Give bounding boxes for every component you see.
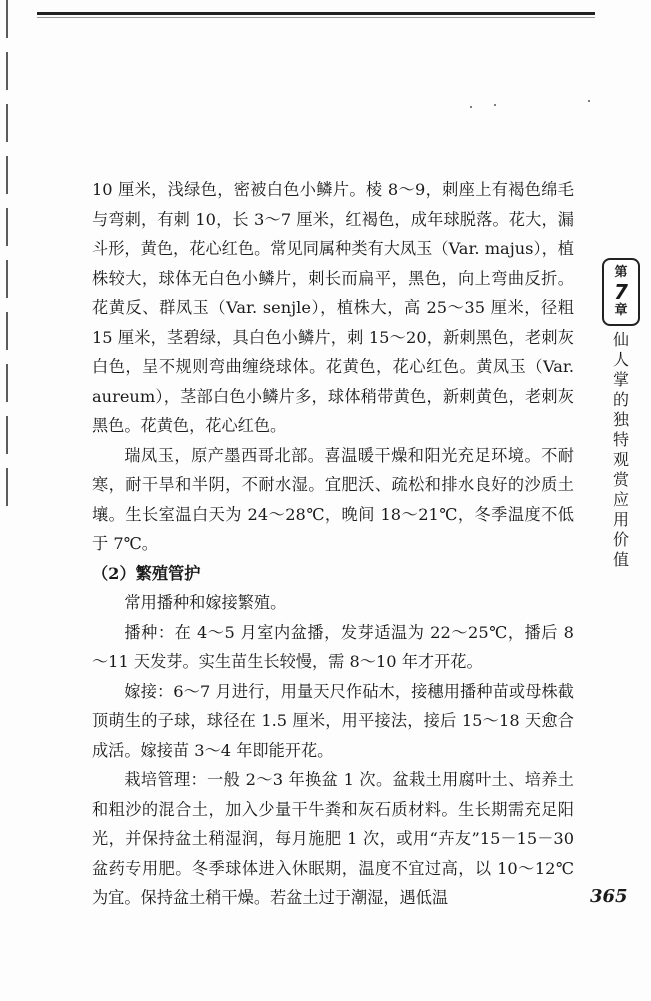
paragraph-continued: 10 厘米，浅绿色，密被白色小鳞片。棱 8～9，刺座上有褐色绵毛与弯刺，有刺 10，长 3～7 厘米，红褐色，成年球脱落。花大，漏斗形，黄色，花心红色。常见同属种类有大凤玉（Var. majus），植株较大，球体无白色小鳞片，刺长而扁平，黑色，向上弯曲反折。花黄反、群凤玉（Var. senjle），植株大，高 25～35 厘米，径粗 15 厘米，茎碧绿，具白色小鳞片，刺 15～20，新刺黑色，老刺灰白色，呈不规则弯曲缠绕球体。花黄色，花心红色。黄凤玉（Var. aureum），茎部白色小鳞片多，球体稍带黄色，新刺黄色，老刺灰黑色。花黄色，花心红色。 [92, 180, 574, 435]
chapter-tab [602, 258, 640, 326]
scan-speck [494, 104, 496, 106]
header-rule [37, 12, 595, 15]
paragraph-cultivation: 栽培管理：一般 2～3 年换盆 1 次。盆栽土用腐叶土、培养土和粗沙的混合土，加入少量干牛粪和灰石质材料。生长期需充足阳光，并保持盆土稍湿润，每月施肥 1 次，或用“卉友”15－15－30盆药专用肥。冬季球体进入休眠期，温度不宜过高，以 10～12℃为宜。保持盆土稍干燥。若盆土过于潮湿，遇低温 [92, 770, 574, 907]
running-side-title: 仙人掌的独特观赏应用价值 [612, 330, 629, 569]
scan-speck [588, 100, 590, 102]
section-heading: （2）繁殖管护 [92, 563, 201, 583]
body-text [92, 175, 574, 913]
paragraph-ruifengyu: 瑞凤玉，原产墨西哥北部。喜温暖干燥和阳光充足环境。不耐寒，耐干旱和半阴，不耐水湿。宜肥沃、疏松和排水良好的沙质土壤。生长室温白天为 24～28℃，晚间 18～21℃，冬季温度不低于 7℃。 [92, 445, 574, 553]
chapter-tab-top: 第 [614, 265, 628, 280]
scan-edge [6, 0, 8, 520]
paragraph-propagation: 常用播种和嫁接繁殖。 [124, 593, 287, 612]
page-number: 365 [590, 886, 628, 907]
scan-speck [470, 106, 472, 108]
chapter-tab-number: 7 [614, 280, 628, 304]
chapter-tab-bottom: 章 [614, 303, 628, 318]
paragraph-sowing: 播种：在 4～5 月室内盆播，发芽适温为 22～25℃，播后 8～11 天发芽。实生苗生长较慢，需 8～10 年才开花。 [92, 622, 574, 671]
header-rule-thin [37, 17, 595, 18]
paragraph-grafting: 嫁接：6～7 月进行，用量天尺作砧木，接穗用播种苗或母株截顶萌生的子球，球径在 1.5 厘米，用平接法，接后 15～18 天愈合成活。嫁接苗 3～4 年即能开花。 [92, 681, 574, 760]
